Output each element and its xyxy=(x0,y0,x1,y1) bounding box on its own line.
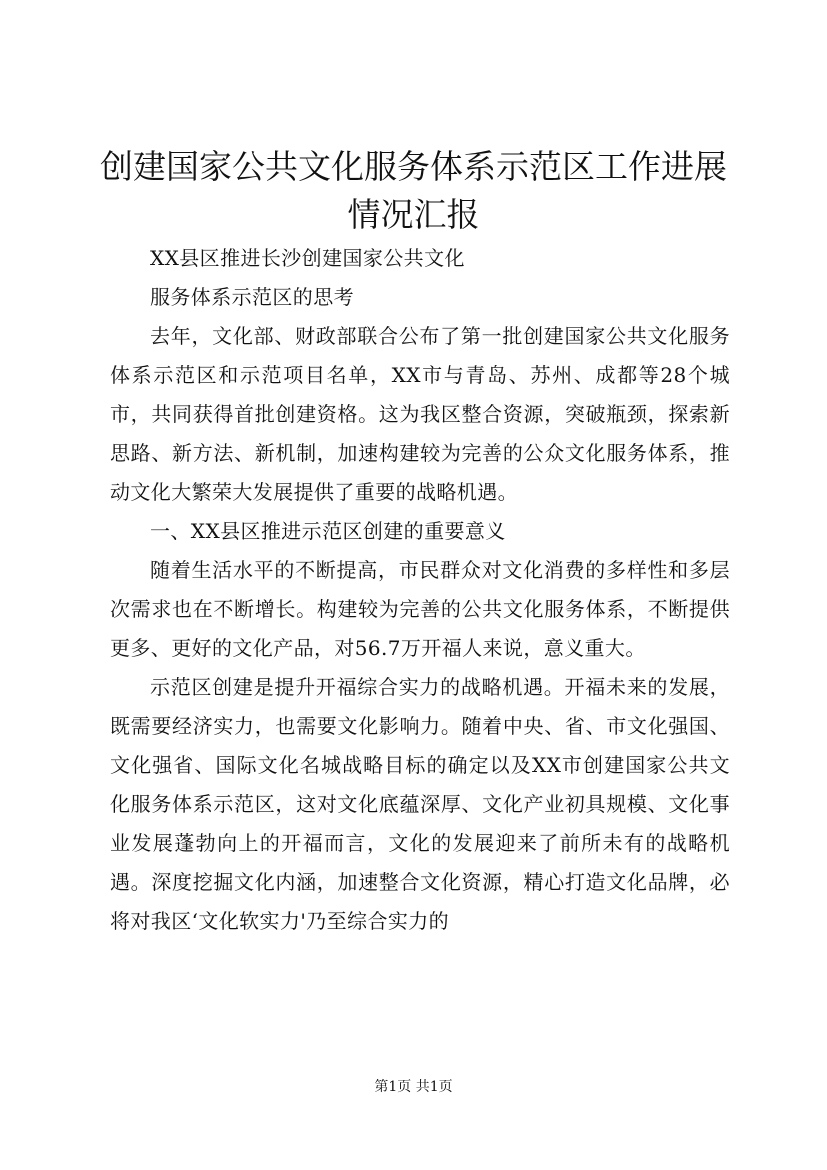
paragraph-strategic-opportunity: 示范区创建是提升开福综合实力的战略机遇。开福未来的发展，既需要经济实力，也需要文化影响力。随着中央、省、市文化强国、文化强省、国际文化名城战略目标的确定以及XX市创建国家公共文化服务体系示范区，这对文化底蕴深厚、文化产业初具规模、文化事业发展蓬勃向上的开福而言，文化的发展迎来了前所未有的战略机遇。深度挖掘文化内涵，加速整合文化资源，精心打造文化品牌，必将对我区‘文化软实力'乃至综合实力的 xyxy=(110,675,730,933)
subtitle-line-2: 服务体系示范区的思考 xyxy=(150,285,354,309)
document-title: 创建国家公共文化服务体系示范区工作进展情况汇报 xyxy=(100,147,727,234)
subtitle-line-1: XX县区推进长沙创建国家公共文化 xyxy=(150,246,465,270)
page-footer: 第1页 共1页 xyxy=(374,1079,453,1095)
paragraph-background: 去年，文化部、财政部联合公布了第一批创建国家公共文化服务体系示范区和示范项目名单，XX市与青岛、苏州、成都等28个城市，共同获得首批创建资格。这为我区整合资源，突破瓶颈，探索新思路、新方法、新机制，加速构建较为完善的公众文化服务体系，推动文化大繁荣大发展提供了重要的战略机遇。 xyxy=(110,324,730,504)
document-body xyxy=(110,239,730,941)
paragraph-demand: 随着生活水平的不断提高，市民群众对文化消费的多样性和多层次需求也在不断增长。构建较为完善的公共文化服务体系，不断提供更多、更好的文化产品，对56.7万开福人来说，意义重大。 xyxy=(110,558,730,660)
section-heading-significance: 一、XX县区推进示范区创建的重要意义 xyxy=(150,519,506,543)
